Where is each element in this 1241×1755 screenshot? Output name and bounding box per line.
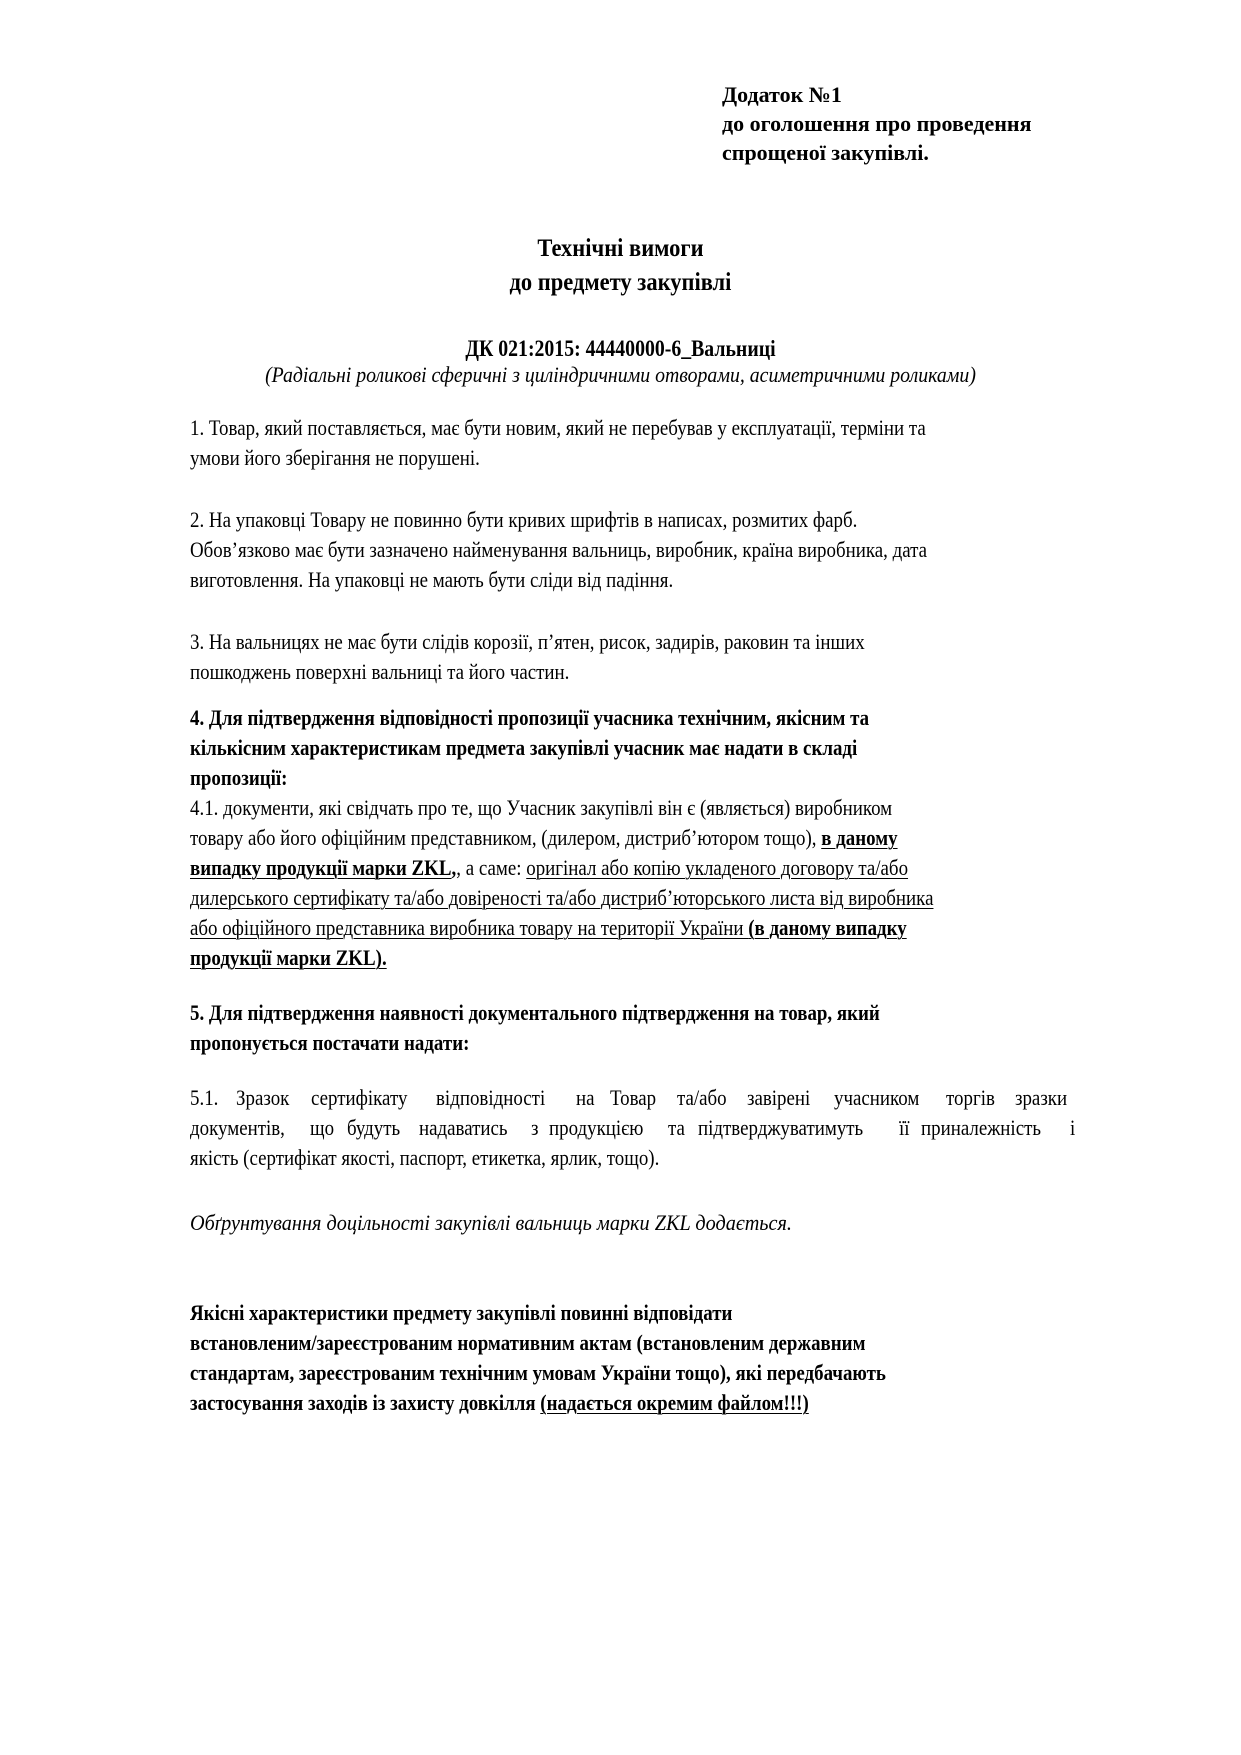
quality-line: Якісні характеристики предмету закупівлі повинні відповідати [190,1300,733,1325]
word: підтверджуватимуть [697,1115,863,1140]
brand-emphasis: випадку продукції марки ZKL [190,855,452,880]
word: 5.1. [190,1085,219,1110]
section-5-heading: 5. Для підтвердження наявності документального підтвердження на товар, який [190,1000,880,1025]
section-4-heading: 4. Для підтвердження відповідності пропозиції учасника технічним, якісним та [190,705,870,730]
justification-note: Обґрунтування доцільності закупівлі вальниць марки ZKL додається. [190,1210,792,1235]
section-5-1-line [190,1113,1076,1143]
word: документів, [190,1115,285,1140]
section-5-1-line: якість (сертифікат якості, паспорт, етикетка, ярлик, тощо). [190,1145,660,1170]
word: надаватись [418,1115,508,1140]
underlined-text: або офіційного представника виробника товару на території України [190,915,749,940]
underlined-text: оригінал або копію укладеного договору та/або [526,855,909,880]
word: з [530,1115,539,1140]
word: та [668,1115,686,1140]
word: її [899,1115,910,1140]
quality-line: встановленим/зареєстрованим нормативним актам (встановленим державним [190,1330,866,1355]
word: будуть [347,1115,401,1140]
word: приналежність [920,1115,1041,1140]
annex-number: Додаток №1 [722,82,842,107]
word: відповідності [435,1085,545,1110]
quality-line [190,1388,809,1418]
section-5-1-line [190,1083,1076,1113]
classifier-description: (Радіальні роликові сферичні з циліндричними отворами, асиметричними роликами) [265,362,976,387]
word: сертифікату [310,1085,408,1110]
brand-emphasis: в даному [821,825,898,850]
brand-emphasis: (в даному випадку [748,915,907,940]
section-2-line: виготовлення. На упаковці не мають бути сліди від падіння. [190,567,674,592]
title-line-2: до предмету закупівлі [509,269,732,296]
word: зразки [1015,1085,1068,1110]
word: торгів [945,1085,995,1110]
section-2-line: Обов’язково має бути зазначено найменування вальниць, виробник, країна виробника, дата [190,537,928,562]
word: та/або [676,1085,727,1110]
section-4-1-line: 4.1. документи, які свідчать про те, що Учасник закупівлі він є (являється) виробником [190,795,893,820]
section-1-line: 1. Товар, який поставляється, має бути новим, який не перебував у експлуатації, терміни та [190,415,926,440]
word: Зразок [235,1085,290,1110]
text-run: застосування заходів із захисту довкілля [190,1390,541,1415]
annex-line-2: до оголошення про проведення [722,111,1032,136]
classifier-code: ДК 021:2015: 44440000-6_Вальниці [465,336,776,361]
text-run: , а саме: [456,855,527,880]
word: продукцією [549,1115,644,1140]
section-3-line: 3. На вальницях не має бути слідів корозії, п’ятен, рисок, задирів, раковин та інших [190,629,865,654]
text-run: товару або його офіційним представником, (дилером, дистриб’ютором тощо), [190,825,822,850]
word: Товар [610,1085,657,1110]
annex-line-3: спрощеної закупівлі. [722,140,929,165]
quality-line: стандартам, зареєстрованим технічним умовам України тощо), які передбачають [190,1360,886,1385]
title-line-1: Технічні вимоги [537,235,704,262]
word: завірені [747,1085,811,1110]
section-4-1-line: дилерського сертифікату та/або довіреності та/або дистриб’юторського листа від виробника [190,885,934,910]
section-3-line: пошкоджень поверхні вальниці та його частин. [190,659,570,684]
section-4-1-line [190,853,908,883]
separate-file-note: (надається окремим файлом!!!) [540,1390,809,1415]
section-1-line: умови його зберігання не порушені. [190,445,480,470]
section-4-heading: кількісним характеристикам предмета закупівлі учасник має надати в складі [190,735,858,760]
word: учасником [833,1085,919,1110]
section-4-heading: пропозиції: [190,765,288,790]
section-2-line: 2. На упаковці Товару не повинно бути кривих шрифтів в написах, розмитих фарб. [190,507,858,532]
word: на [575,1085,595,1110]
section-4-1-line: продукції марки ZKL). [190,945,387,970]
section-5-heading: пропонується постачати надати: [190,1030,470,1055]
word: і [1069,1115,1076,1140]
text-run: , [451,855,457,880]
word: що [309,1115,334,1140]
section-4-1-line [190,823,898,853]
section-4-1-line [190,913,907,943]
